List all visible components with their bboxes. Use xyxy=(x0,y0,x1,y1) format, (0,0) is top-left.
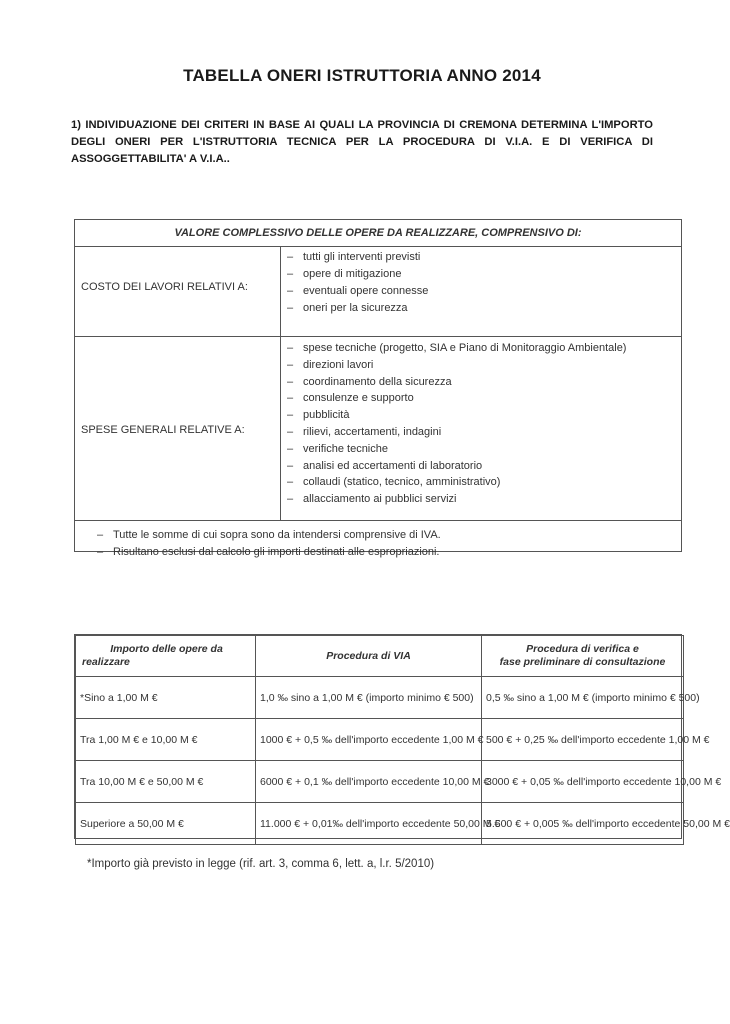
intro-paragraph: 1) INDIVIDUAZIONE DEI CRITERI IN BASE AI QUALI LA PROVINCIA DI CREMONA DETERMINA L'IMPORTO DEGLI ONERI PER L'ISTRUTTORIA TECNICA PER LA PROCEDURA DI V.I.A. E DI VERIFICA DI ASSOGGETTABILITA' A V.I.A.. xyxy=(71,119,653,165)
list-item: – opere di mitigazione xyxy=(287,266,681,283)
works-cost-label: COSTO DEI LAVORI RELATIVI A: xyxy=(81,281,248,293)
via-fee-cell: 11.000 € + 0,01‰ dell'importo eccedente 50,00 M € xyxy=(256,803,482,845)
page-title: TABELLA ONERI ISTRUTTORIA ANNO 2014 xyxy=(183,66,541,85)
list-item: – allacciamento ai pubblici servizi xyxy=(287,491,681,508)
via-fee-cell: 1000 € + 0,5 ‰ dell'importo eccedente 1,00 M € xyxy=(256,719,482,761)
fees-table xyxy=(74,634,730,839)
works-cost-list xyxy=(287,246,681,317)
works-cost-row xyxy=(75,246,681,337)
list-item: – verifiche tecniche xyxy=(287,441,681,458)
cost-table-notes xyxy=(75,521,681,561)
cost-components-table xyxy=(74,219,682,558)
verification-fee-cell: 500 € + 0,25 ‰ dell'importo eccedente 1,00 M € xyxy=(482,719,684,761)
list-item: – spese tecniche (progetto, SIA e Piano di Monitoraggio Ambientale) xyxy=(287,340,681,357)
list-item: – tutti gli interventi previsti xyxy=(287,249,681,266)
fees-table-header-row xyxy=(76,636,684,677)
list-item: – analisi ed accertamenti di laboratorio xyxy=(287,458,681,475)
table-row xyxy=(76,761,684,803)
note-item: – Tutte le somme di cui sopra sono da intendersi comprensive di IVA. xyxy=(97,527,681,544)
amount-cell: Tra 10,00 M € e 50,00 M € xyxy=(76,761,256,803)
footnote: *Importo già previsto in legge (rif. art. 3, comma 6, lett. a, l.r. 5/2010) xyxy=(87,858,435,870)
list-item: – rilievi, accertamenti, indagini xyxy=(287,424,681,441)
amount-cell: Tra 1,00 M € e 10,00 M € xyxy=(76,719,256,761)
list-item: – direzioni lavori xyxy=(287,357,681,374)
via-fee-cell: 1,0 ‰ sino a 1,00 M € (importo minimo € 500) xyxy=(256,677,482,719)
note-item: – Risultano esclusi dal calcolo gli importi destinati alle espropriazioni. xyxy=(97,544,681,561)
list-item: – consulenze e supporto xyxy=(287,390,681,407)
general-expenses-label: SPESE GENERALI RELATIVE A: xyxy=(81,424,245,436)
table-row xyxy=(76,677,684,719)
cost-table-header: VALORE COMPLESSIVO DELLE OPERE DA REALIZZARE, COMPRENSIVO DI: xyxy=(75,220,681,247)
column-header-amount: Importo delle opere da realizzare xyxy=(76,636,256,677)
table-row xyxy=(76,719,684,761)
list-item: – pubblicità xyxy=(287,407,681,424)
amount-cell: Superiore a 50,00 M € xyxy=(76,803,256,845)
general-expenses-row xyxy=(75,337,681,521)
amount-cell: *Sino a 1,00 M € xyxy=(76,677,256,719)
list-item: – oneri per la sicurezza xyxy=(287,300,681,317)
list-item: – collaudi (statico, tecnico, amministrativo) xyxy=(287,474,681,491)
list-item: – eventuali opere connesse xyxy=(287,283,681,300)
general-expenses-list xyxy=(287,337,681,508)
verification-fee-cell: 5.500 € + 0,005 ‰ dell'importo eccedente 50,00 M € xyxy=(482,803,684,845)
list-item: – coordinamento della sicurezza xyxy=(287,374,681,391)
column-header-via: Procedura di VIA xyxy=(256,636,482,677)
via-fee-cell: 6000 € + 0,1 ‰ dell'importo eccedente 10,00 M € xyxy=(256,761,482,803)
column-header-verification: Procedura di verifica e fase preliminare di consultazione xyxy=(482,636,684,677)
table-row xyxy=(76,803,684,845)
verification-fee-cell: 3000 € + 0,05 ‰ dell'importo eccedente 10,00 M € xyxy=(482,761,684,803)
verification-fee-cell: 0,5 ‰ sino a 1,00 M € (importo minimo € 500) xyxy=(482,677,684,719)
